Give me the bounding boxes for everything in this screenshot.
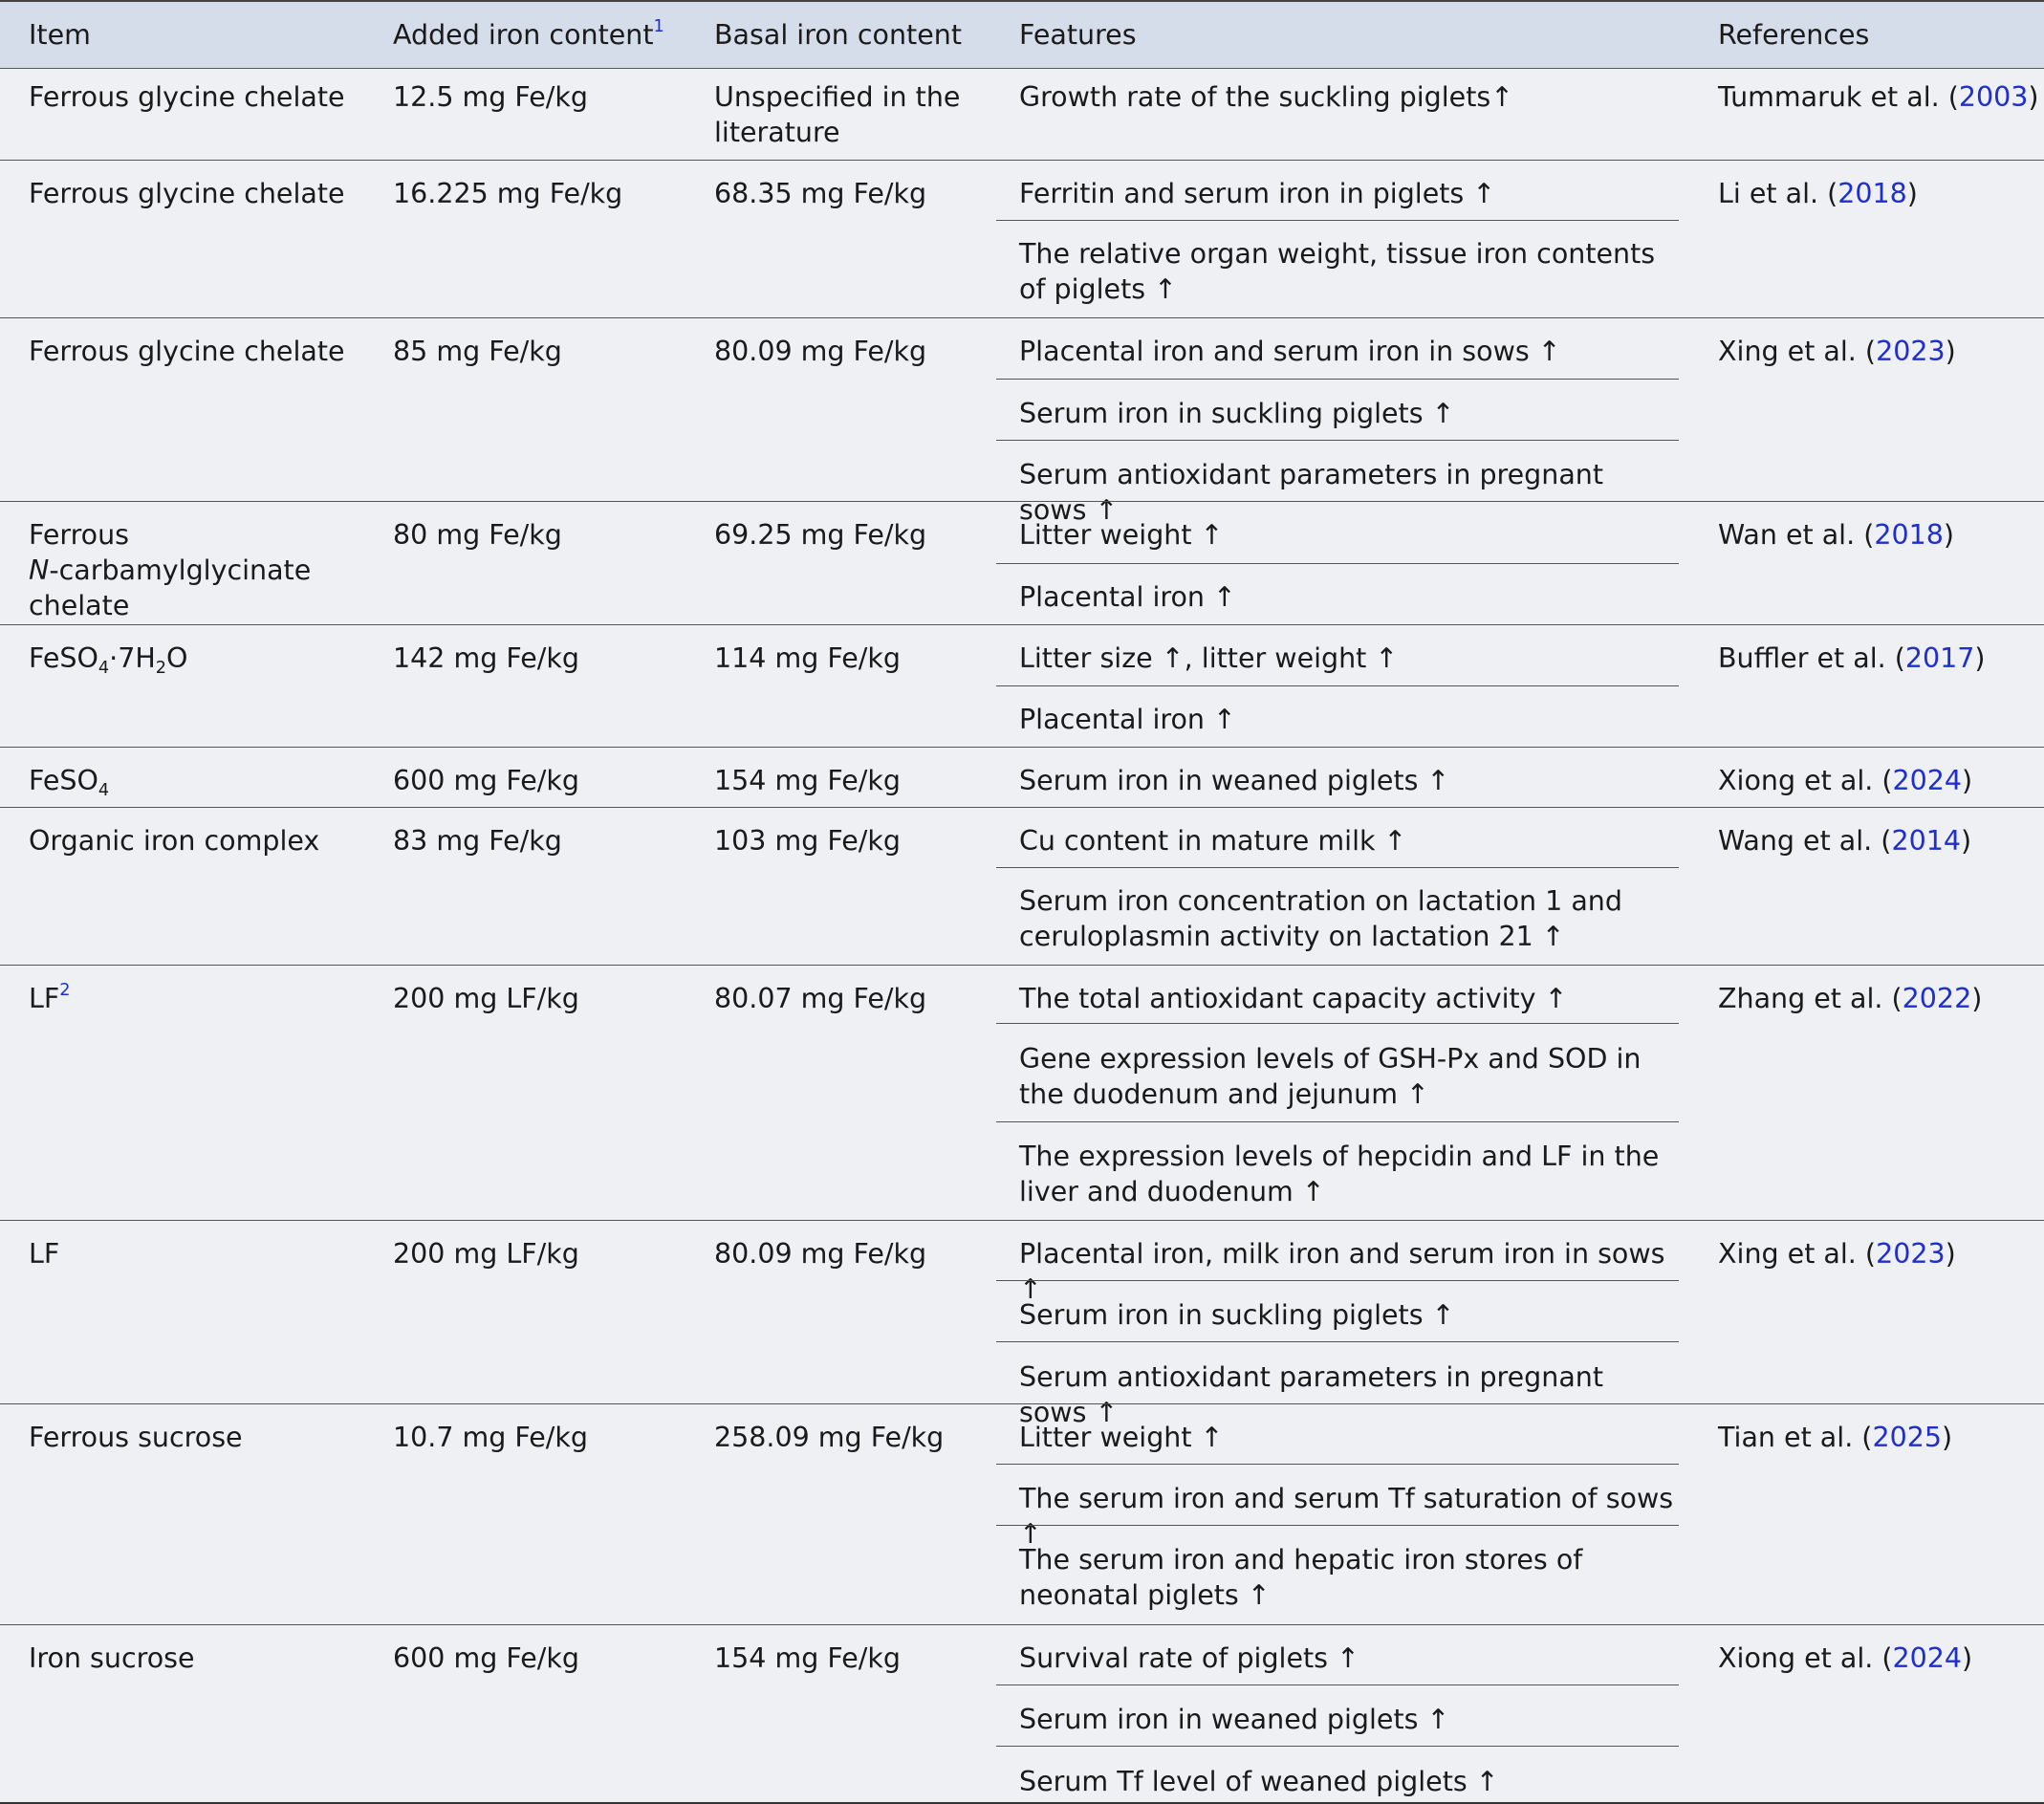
header-references: References bbox=[1718, 19, 1870, 51]
row-divider bbox=[0, 317, 2044, 318]
added-iron-cell: 142 mg Fe/kg bbox=[393, 642, 579, 674]
header-features: Features bbox=[1019, 19, 1137, 51]
reference-cell: Wan et al. (2018) bbox=[1718, 519, 1954, 551]
feature-cell: Placental iron and serum iron in sows ↑ bbox=[1019, 336, 1561, 367]
reference-cell: Buffler et al. (2017) bbox=[1718, 642, 1986, 674]
reference-year-link[interactable]: 2017 bbox=[1904, 642, 1975, 674]
basal-iron-cell: 258.09 mg Fe/kg bbox=[714, 1422, 945, 1453]
row-divider bbox=[0, 1403, 2044, 1404]
reference-year-link[interactable]: 2014 bbox=[1891, 825, 1961, 857]
added-iron-cell: 200 mg LF/kg bbox=[393, 983, 579, 1014]
reference-cell: Wang et al. (2014) bbox=[1718, 825, 1972, 857]
footnote-2-link[interactable]: 2 bbox=[59, 980, 71, 1000]
header-added-iron: Added iron content$^1$ bbox=[393, 16, 664, 51]
added-iron-cell: 16.225 mg Fe/kg bbox=[393, 178, 623, 209]
feature-divider bbox=[996, 1280, 1679, 1281]
reference-year-link[interactable]: 2024 bbox=[1892, 765, 1963, 796]
feature-divider bbox=[996, 1684, 1679, 1685]
feature-divider bbox=[996, 1746, 1679, 1747]
reference-year-link[interactable]: 2022 bbox=[1902, 983, 1972, 1014]
feature-cell: The serum iron and hepatic iron stores of neonatal piglets ↑ bbox=[1019, 1544, 1583, 1611]
reference-year-link[interactable]: 2023 bbox=[1876, 1238, 1946, 1270]
row-divider bbox=[0, 160, 2044, 161]
header-basal-iron: Basal iron content bbox=[714, 19, 962, 51]
reference-year-link[interactable]: 2025 bbox=[1872, 1422, 1942, 1453]
item-cell: Ferrous sucrose bbox=[29, 1422, 243, 1453]
added-iron-cell: 600 mg Fe/kg bbox=[393, 1642, 579, 1674]
added-iron-cell: 83 mg Fe/kg bbox=[393, 825, 562, 857]
basal-iron-cell: Unspecified in the literature bbox=[714, 81, 961, 148]
feature-cell: The expression levels of hepcidin and LF in the liver and duodenum ↑ bbox=[1019, 1141, 1660, 1207]
feature-divider bbox=[996, 1464, 1679, 1465]
feature-cell: Serum iron in suckling piglets ↑ bbox=[1019, 398, 1455, 429]
item-cell: Organic iron complex bbox=[29, 825, 320, 857]
item-cell: $LF^2$ bbox=[29, 980, 71, 1014]
feature-cell: The total antioxidant capacity activity ↑ bbox=[1019, 983, 1568, 1014]
item-cell: $FeSO_4\cdot 7H_2O$ bbox=[29, 642, 188, 679]
feature-divider bbox=[996, 1525, 1679, 1526]
basal-iron-cell: 80.07 mg Fe/kg bbox=[714, 983, 927, 1014]
reference-cell: Xiong et al. (2024) bbox=[1718, 1642, 1973, 1674]
feature-divider bbox=[996, 1023, 1679, 1024]
feature-divider bbox=[996, 685, 1679, 686]
reference-cell: Xing et al. (2023) bbox=[1718, 1238, 1956, 1270]
reference-year-link[interactable]: 2024 bbox=[1892, 1642, 1963, 1674]
reference-cell: Tummaruk et al. (2003) bbox=[1718, 81, 2039, 113]
item-cell: FeSO$_4$ bbox=[29, 765, 110, 801]
feature-cell: Serum iron in weaned piglets ↑ bbox=[1019, 1704, 1450, 1735]
added-iron-cell: 200 mg LF/kg bbox=[393, 1238, 579, 1270]
feature-divider bbox=[996, 563, 1679, 564]
basal-iron-cell: 154 mg Fe/kg bbox=[714, 765, 901, 796]
feature-cell: Litter size ↑, litter weight ↑ bbox=[1019, 642, 1399, 674]
feature-cell: Ferritin and serum iron in piglets ↑ bbox=[1019, 178, 1496, 209]
row-divider bbox=[0, 1624, 2044, 1625]
added-iron-cell: 600 mg Fe/kg bbox=[393, 765, 579, 796]
feature-divider bbox=[996, 1341, 1679, 1342]
row-divider bbox=[0, 624, 2044, 625]
row-divider bbox=[0, 501, 2044, 502]
header-item: Item bbox=[29, 19, 91, 51]
added-iron-cell: 10.7 mg Fe/kg bbox=[393, 1422, 588, 1453]
reference-year-link[interactable]: 2003 bbox=[1958, 81, 2029, 113]
basal-iron-cell: 80.09 mg Fe/kg bbox=[714, 336, 927, 367]
reference-cell: Tian et al. (2025) bbox=[1718, 1422, 1953, 1453]
feature-cell: Placental iron, milk iron and serum iron in sows ↑ bbox=[1019, 1238, 1665, 1305]
feature-cell: Litter weight ↑ bbox=[1019, 1422, 1224, 1453]
basal-iron-cell: 103 mg Fe/kg bbox=[714, 825, 901, 857]
feature-cell: Survival rate of piglets ↑ bbox=[1019, 1642, 1359, 1674]
basal-iron-cell: 68.35 mg Fe/kg bbox=[714, 178, 927, 209]
feature-cell: Serum iron concentration on lactation 1 and ceruloplasmin activity on lactation 21 ↑ bbox=[1019, 885, 1622, 952]
reference-year-link[interactable]: 2018 bbox=[1874, 519, 1944, 551]
feature-cell: Serum antioxidant parameters in pregnant sows ↑ bbox=[1019, 1361, 1604, 1428]
feature-cell: Serum Tf level of weaned piglets ↑ bbox=[1019, 1766, 1499, 1797]
feature-cell: Serum iron in suckling piglets ↑ bbox=[1019, 1299, 1455, 1331]
basal-iron-cell: 154 mg Fe/kg bbox=[714, 1642, 901, 1674]
feature-divider bbox=[996, 1121, 1679, 1122]
feature-divider bbox=[996, 440, 1679, 441]
feature-cell: Placental iron ↑ bbox=[1019, 704, 1236, 735]
added-iron-cell: 80 mg Fe/kg bbox=[393, 519, 562, 551]
item-cell: Ferrous glycine chelate bbox=[29, 81, 345, 113]
item-cell: LF bbox=[29, 1238, 60, 1270]
reference-cell: Zhang et al. (2022) bbox=[1718, 983, 1983, 1014]
feature-divider bbox=[996, 867, 1679, 868]
feature-divider bbox=[996, 220, 1679, 221]
item-cell: Ferrous glycine chelate bbox=[29, 336, 345, 367]
added-iron-cell: 12.5 mg Fe/kg bbox=[393, 81, 588, 113]
row-divider bbox=[0, 807, 2044, 808]
reference-year-link[interactable]: 2018 bbox=[1837, 178, 1907, 209]
feature-cell: Serum iron in weaned piglets ↑ bbox=[1019, 765, 1450, 796]
item-cell: Ferrous glycine chelate bbox=[29, 178, 345, 209]
feature-cell: Serum antioxidant parameters in pregnant sows ↑ bbox=[1019, 459, 1604, 526]
row-divider bbox=[0, 1220, 2044, 1221]
basal-iron-cell: 69.25 mg Fe/kg bbox=[714, 519, 927, 551]
reference-cell: Li et al. (2018) bbox=[1718, 178, 1918, 209]
reference-cell: Xing et al. (2023) bbox=[1718, 336, 1956, 367]
feature-cell: Growth rate of the suckling piglets↑ bbox=[1019, 81, 1514, 113]
row-divider bbox=[0, 747, 2044, 748]
feature-cell: Litter weight ↑ bbox=[1019, 519, 1224, 551]
item-cell: Iron sucrose bbox=[29, 1642, 195, 1674]
reference-cell: Xiong et al. (2024) bbox=[1718, 765, 1973, 796]
reference-year-link[interactable]: 2023 bbox=[1876, 336, 1946, 367]
feature-divider bbox=[996, 379, 1679, 380]
row-divider bbox=[0, 965, 2044, 966]
footnote-1-link[interactable]: 1 bbox=[653, 16, 664, 36]
item-cell: Ferrous N-carbamylglycinate chelate bbox=[29, 519, 312, 621]
feature-cell: The relative organ weight, tissue iron contents of piglets ↑ bbox=[1019, 238, 1656, 305]
feature-cell: Cu content in mature milk ↑ bbox=[1019, 825, 1407, 857]
feature-cell: The serum iron and serum Tf saturation of sows ↑ bbox=[1019, 1483, 1674, 1550]
feature-cell: Gene expression levels of GSH-Px and SOD in the duodenum and jejunum ↑ bbox=[1019, 1043, 1642, 1110]
basal-iron-cell: 80.09 mg Fe/kg bbox=[714, 1238, 927, 1270]
table-header bbox=[0, 2, 2044, 69]
feature-cell: Placental iron ↑ bbox=[1019, 581, 1236, 613]
added-iron-cell: 85 mg Fe/kg bbox=[393, 336, 562, 367]
basal-iron-cell: 114 mg Fe/kg bbox=[714, 642, 901, 674]
